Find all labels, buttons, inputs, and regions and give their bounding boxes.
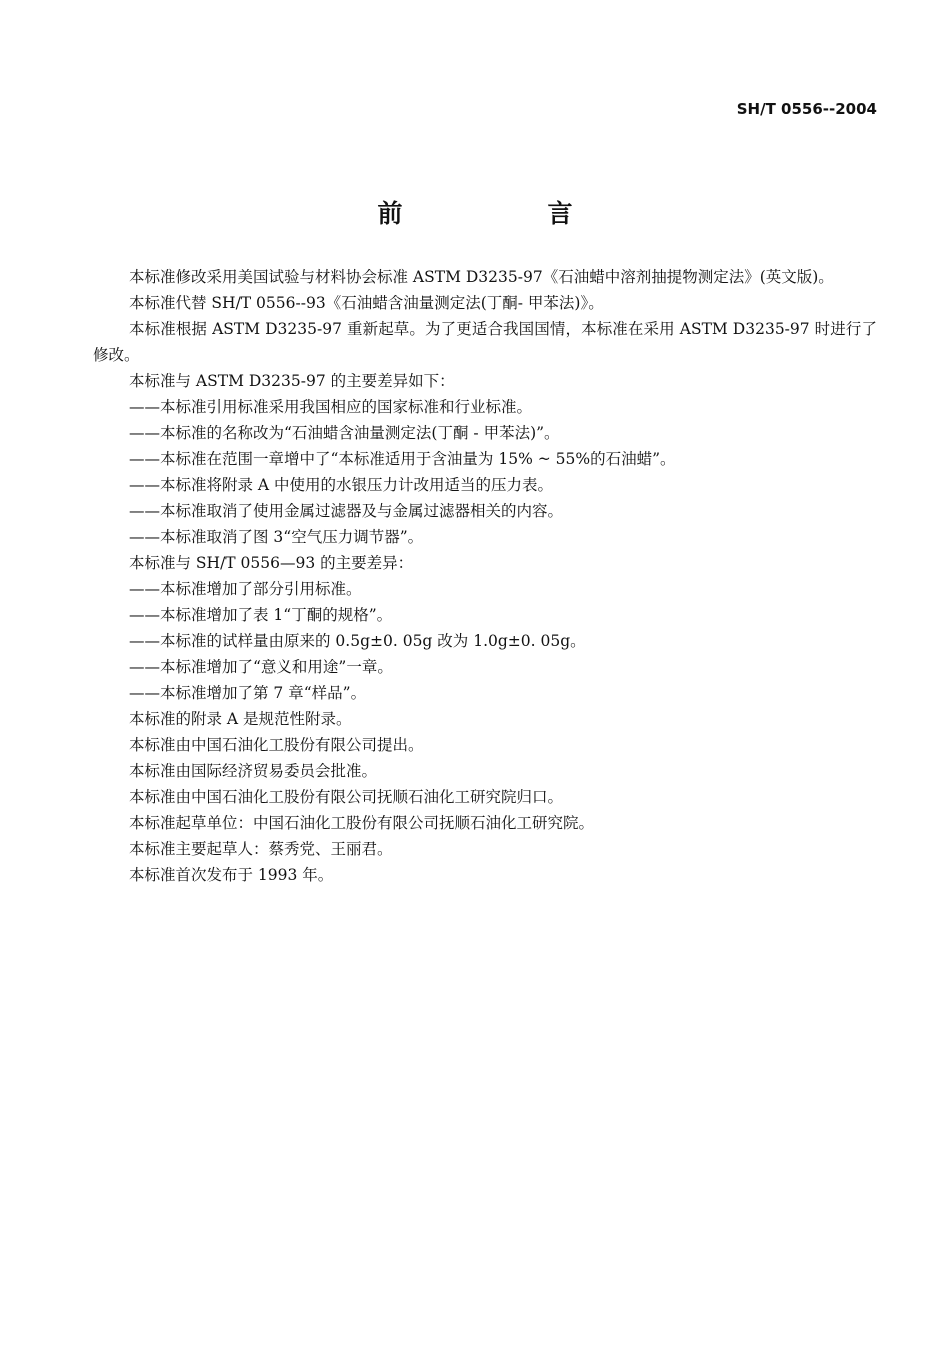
paragraph-annex: 本标准的附录 A 是规范性附录。	[129, 710, 352, 728]
list-item: ——本标准取消了图 3“空气压力调节器”。	[129, 528, 424, 546]
list-item: ——本标准引用标准采用我国相应的国家标准和行业标准。	[129, 398, 533, 416]
list-item: ——本标准将附录 A 中使用的水银压力计改用适当的压力表。	[129, 476, 554, 494]
list-item: ——本标准取消了使用金属过滤器及与金属过滤器相关的内容。	[129, 502, 564, 520]
standard-code: SH/T 0556--2004	[736, 100, 877, 118]
list-item: ——本标准增加了第 7 章“样品”。	[129, 684, 367, 702]
paragraph-approved-by: 本标准由国际经济贸易委员会批准。	[129, 762, 378, 780]
list-item: ——本标准在范围一章增中了“本标准适用于含油量为 15% ~ 55%的石油蜡”。	[129, 450, 676, 468]
paragraph-adoption: 本标准修改采用美国试验与材料协会标准 ASTM D3235-97《石油蜡中溶剂抽提物测定法》(英文版)。	[129, 268, 834, 286]
list-item: ——本标准的试样量由原来的 0.5g±0. 05g 改为 1.0g±0. 05g。	[129, 632, 586, 650]
paragraph-centralized-by: 本标准由中国石油化工股份有限公司抚顺石油化工研究院归口。	[129, 788, 564, 806]
paragraph-first-issued: 本标准首次发布于 1993 年。	[129, 866, 334, 884]
paragraph-drafting-unit: 本标准起草单位：中国石油化工股份有限公司抚顺石油化工研究院。	[129, 814, 595, 832]
paragraph-proposed-by: 本标准由中国石油化工股份有限公司提出。	[129, 736, 424, 754]
paragraph-drafters: 本标准主要起草人：蔡秀党、王丽君。	[129, 840, 393, 858]
list-item: ——本标准增加了部分引用标准。	[129, 580, 362, 598]
page-title: 前 言	[377, 199, 633, 228]
foreword-body	[93, 264, 877, 888]
paragraph-differences-sh: 本标准与 SH/T 0556—93 的主要差异：	[129, 554, 414, 572]
paragraph-differences-astm: 本标准与 ASTM D3235-97 的主要差异如下：	[129, 372, 455, 390]
list-item: ——本标准增加了表 1“丁酮的规格”。	[129, 606, 393, 624]
paragraph-redrafted: 本标准根据 ASTM D3235-97 重新起草。为了更适合我国国情，本标准在采用 ASTM D3235-97 时进行了修改。	[93, 320, 877, 364]
list-item: ——本标准增加了“意义和用途”一章。	[129, 658, 393, 676]
list-item: ——本标准的名称改为“石油蜡含油量测定法(丁酮 - 甲苯法)”。	[129, 424, 560, 442]
paragraph-replaces: 本标准代替 SH/T 0556--93《石油蜡含油量测定法(丁酮- 甲苯法)》。	[129, 294, 604, 312]
